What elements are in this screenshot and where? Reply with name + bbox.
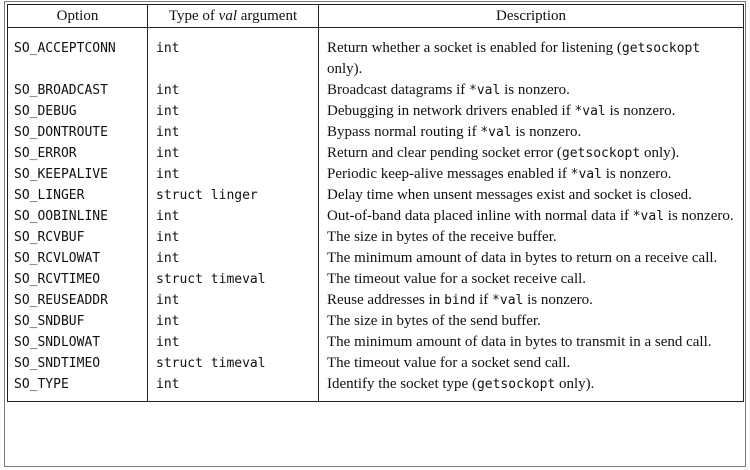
option-type: int <box>148 164 319 185</box>
table-row <box>8 122 744 143</box>
option-type: int <box>148 248 319 269</box>
header-type-val: val <box>218 8 237 24</box>
table-row <box>8 311 744 332</box>
option-description <box>319 164 744 185</box>
option-type: struct timeval <box>148 269 319 290</box>
document-page <box>4 1 746 467</box>
option-name: SO_BROADCAST <box>8 80 148 101</box>
code-fragment: getsockopt <box>476 377 556 392</box>
option-type: struct timeval <box>148 353 319 374</box>
header-description: Description <box>319 5 744 28</box>
option-type: int <box>148 311 319 332</box>
table-header <box>8 5 744 28</box>
description-text: The timeout value for a socket receive call. <box>327 271 587 287</box>
table-row <box>8 101 744 122</box>
option-name: SO_TYPE <box>8 374 148 402</box>
description-text: only). <box>555 376 595 392</box>
description-text: The minimum amount of data in bytes to transmit in a send call. <box>327 334 712 350</box>
option-description <box>319 332 744 353</box>
table-row <box>8 248 744 269</box>
table-row <box>8 143 744 164</box>
option-description <box>319 227 744 248</box>
header-type-prefix: Type of <box>168 8 219 24</box>
table-row <box>8 28 744 81</box>
option-name: SO_SNDLOWAT <box>8 332 148 353</box>
description-text: The size in bytes of the receive buffer. <box>327 229 557 245</box>
table-row <box>8 269 744 290</box>
description-text: is nonzero. <box>523 292 593 308</box>
description-text: is nonzero. <box>500 82 570 98</box>
option-name: SO_RCVTIMEO <box>8 269 148 290</box>
description-text: is nonzero. <box>664 208 734 224</box>
description-text: Out-of-band data placed inline with normal data if <box>327 208 633 224</box>
option-type: int <box>148 374 319 402</box>
option-description <box>319 185 744 206</box>
option-description <box>319 143 744 164</box>
option-type: int <box>148 227 319 248</box>
table-row <box>8 185 744 206</box>
option-name: SO_REUSEADDR <box>8 290 148 311</box>
option-name: SO_SNDTIMEO <box>8 353 148 374</box>
socket-options-table <box>7 4 744 402</box>
table-row <box>8 290 744 311</box>
description-text: Broadcast datagrams if <box>327 82 470 98</box>
description-text: Bypass normal routing if <box>327 124 481 140</box>
option-type: int <box>148 206 319 227</box>
option-description <box>319 122 744 143</box>
option-description <box>319 311 744 332</box>
option-name: SO_ERROR <box>8 143 148 164</box>
description-text: The minimum amount of data in bytes to return on a receive call. <box>327 250 718 266</box>
description-text: only). <box>640 145 680 161</box>
description-text: Return and clear pending socket error ( <box>327 145 562 161</box>
option-name: SO_KEEPALIVE <box>8 164 148 185</box>
description-text: Identify the socket type ( <box>327 376 477 392</box>
option-name: SO_DEBUG <box>8 101 148 122</box>
description-text: if <box>475 292 493 308</box>
code-fragment: *val <box>492 293 524 308</box>
option-description <box>319 206 744 227</box>
table-row <box>8 80 744 101</box>
option-name: SO_RCVBUF <box>8 227 148 248</box>
code-fragment: *val <box>632 209 665 224</box>
option-name: SO_DONTROUTE <box>8 122 148 143</box>
header-option: Option <box>8 5 148 28</box>
option-description <box>319 353 744 374</box>
code-fragment: getsockopt <box>561 146 641 161</box>
description-text: Return whether a socket is enabled for listening ( <box>327 40 622 56</box>
option-description <box>319 101 744 122</box>
option-type: int <box>148 28 319 81</box>
header-type <box>148 5 319 28</box>
option-description <box>319 28 744 81</box>
option-description <box>319 374 744 402</box>
option-name: SO_LINGER <box>8 185 148 206</box>
description-text: is nonzero. <box>511 124 582 140</box>
option-type: int <box>148 290 319 311</box>
description-text: Reuse addresses in <box>327 292 445 308</box>
table-body <box>8 28 744 402</box>
description-text: is nonzero. <box>605 103 676 119</box>
description-text: The size in bytes of the send buffer. <box>327 313 541 329</box>
header-row <box>8 5 744 28</box>
header-type-suffix: argument <box>236 8 298 24</box>
table-row <box>8 227 744 248</box>
table-row <box>8 332 744 353</box>
description-text: The timeout value for a socket send call. <box>327 355 571 371</box>
option-type: int <box>148 101 319 122</box>
code-fragment: bind <box>444 293 476 308</box>
code-fragment: *val <box>480 125 512 140</box>
option-description <box>319 290 744 311</box>
option-description <box>319 269 744 290</box>
table-row <box>8 353 744 374</box>
option-description <box>319 80 744 101</box>
option-type: int <box>148 80 319 101</box>
option-type: int <box>148 122 319 143</box>
option-description <box>319 248 744 269</box>
option-type: int <box>148 143 319 164</box>
description-text: only). <box>327 61 363 77</box>
description-text: Debugging in network drivers enabled if <box>327 103 575 119</box>
description-text: Periodic keep-alive messages enabled if <box>327 166 571 182</box>
option-type: int <box>148 332 319 353</box>
code-fragment: getsockopt <box>621 41 701 56</box>
code-fragment: *val <box>574 104 606 119</box>
table-row <box>8 374 744 402</box>
option-name: SO_OOBINLINE <box>8 206 148 227</box>
option-name: SO_SNDBUF <box>8 311 148 332</box>
option-type: struct linger <box>148 185 319 206</box>
table-row <box>8 164 744 185</box>
description-text: is nonzero. <box>601 166 672 182</box>
table-row <box>8 206 744 227</box>
option-name: SO_RCVLOWAT <box>8 248 148 269</box>
description-text: Delay time when unsent messages exist and socket is closed. <box>327 187 692 203</box>
code-fragment: *val <box>469 83 501 98</box>
option-name: SO_ACCEPTCONN <box>8 28 148 81</box>
code-fragment: *val <box>570 167 602 182</box>
